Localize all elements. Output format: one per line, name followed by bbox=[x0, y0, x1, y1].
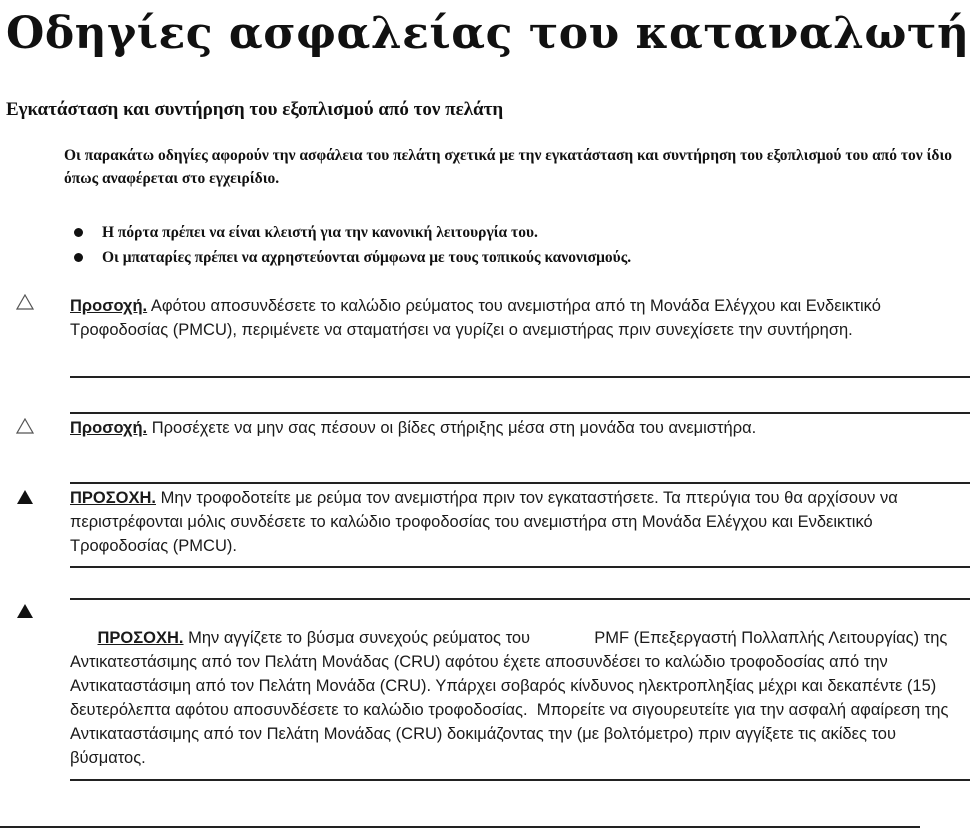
notice-body: Αφότου αποσυνδέσετε το καλώδιο ρεύματος του ανεμιστήρα από τη Μονάδα Ελέγχου και Ενδεικτικό Τροφοδοσίας (PMCU), περιμένετε να σταματήσει να γυρίζει ο ανεμιστήρας πριν συνεχίσετε την συντήρηση. bbox=[70, 297, 881, 339]
intro-paragraph: Οι παρακάτω οδηγίες αφορούν την ασφάλεια του πελάτη σχετικά με την εγκατάσταση και συντήρηση του εξοπλισμού του από τον ίδιο όπως αναφέρεται στο εγχειρίδιο. bbox=[64, 147, 953, 187]
notice-text bbox=[70, 294, 970, 342]
notice-divider bbox=[70, 779, 970, 781]
caution-outline-triangle-icon bbox=[16, 294, 34, 310]
notice-label: Προσοχή. bbox=[70, 297, 148, 315]
warning-filled-triangle-icon bbox=[17, 490, 33, 504]
footer-divider bbox=[0, 826, 920, 828]
section-heading: Εγκατάσταση και συντήρηση του εξοπλισμού από τον πελάτη bbox=[6, 99, 504, 120]
bullet-icon bbox=[74, 253, 83, 262]
list-item bbox=[72, 220, 952, 245]
warning-filled-triangle-icon bbox=[17, 604, 33, 618]
notice-divider bbox=[70, 482, 970, 484]
notice-label: Προσοχή. bbox=[70, 419, 148, 437]
list-item-text: Η πόρτα πρέπει να είναι κλειστή για την κανονική λειτουργία του. bbox=[102, 224, 538, 241]
list-item bbox=[72, 245, 952, 270]
notice-text bbox=[70, 486, 970, 558]
notice-body: Μην τροφοδοτείτε με ρεύμα τον ανεμιστήρα πριν τον εγκαταστήσετε. Τα πτερύγια του θα αρχίσουν να περιστρέφονται μόλις συνδέσετε το καλώδιο τροφοδοσίας του ανεμιστήρα στη Μονάδα Ελέγχου και Ενδεικτικό Τροφοδοσίας (PMCU). bbox=[70, 489, 898, 555]
notice-body: Μην αγγίζετε το βύσμα συνεχούς ρεύματος του PMF (Επεξεργαστή Πολλαπλής Λειτουργίας) της Αντικατεστάσιμης από τον Πελάτη Μονάδας (CRU) αφότου έχετε αποσυνδέσει το καλώδιο τροφοδοσίας από την Αντικαταστάσιμη από τον Πελάτη Μονάδα (CRU). Υπάρχει σοβαρός κίνδυνος ηλεκτροπληξίας μέχρι και δεκαπέντε (15) δευτερόλεπτα αφότου αποσυνδέσετε το καλώδιο τροφοδοσίας. Μπορείτε να σιγουρευτείτε για την ασφαλή αφαίρεση της Αντικαταστάσιμης από τον Πελάτη Μονάδας (CRU) δοκιμάζοντας την (με βολτόμετρο) πριν αγγίξετε τις ακίδες του βύσματος. bbox=[70, 629, 953, 767]
notice-body: Προσέχετε να μην σας πέσουν οι βίδες στήριξης μέσα στη μονάδα του ανεμιστήρα. bbox=[147, 419, 757, 437]
caution-outline-triangle-icon bbox=[16, 418, 34, 434]
notice-divider bbox=[70, 566, 970, 568]
bullet-icon bbox=[74, 228, 83, 237]
bullet-list bbox=[72, 220, 952, 270]
list-item-text: Οι μπαταρίες πρέπει να αχρηστεύονται σύμφωνα με τους τοπικούς κανονισμούς. bbox=[102, 249, 632, 266]
notice-divider bbox=[70, 412, 970, 414]
notice-label: ΠΡΟΣΟΧΗ. bbox=[97, 629, 184, 647]
page-title: Οδηγίες ασφαλείας του καταναλωτή bbox=[6, 8, 970, 59]
notice-label: ΠΡΟΣΟΧΗ. bbox=[70, 489, 156, 507]
notice-text bbox=[70, 416, 970, 440]
notice-divider bbox=[70, 376, 970, 378]
notice-text bbox=[70, 602, 970, 794]
notice-divider bbox=[70, 598, 970, 600]
